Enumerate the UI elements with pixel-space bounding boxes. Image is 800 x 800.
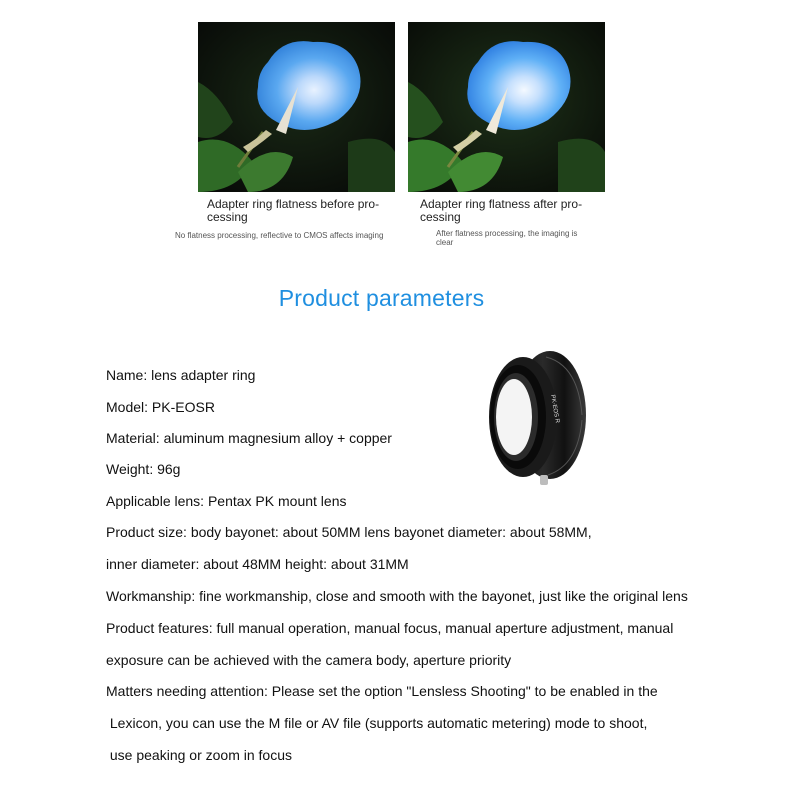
after-note-line1: After flatness processing, the imaging is [436,229,578,238]
spec-product-size-cont: inner diameter: about 48MM height: about 31MM [106,556,409,572]
after-note [436,229,601,247]
spec-workmanship: Workmanship: fine workmanship, close and smooth with the bayonet, just like the original lens [106,588,688,604]
after-processing-photo [408,22,605,192]
spec-attention: Matters needing attention: Please set the option "Lensless Shooting" to be enabled in the [106,683,658,699]
before-caption [207,198,407,224]
morning-glory-image-after [408,22,605,192]
product-parameters-title: Product parameters [278,285,485,311]
spec-name: Name: lens adapter ring [106,367,256,383]
release-pin [540,475,548,485]
spec-features-cont: exposure can be achieved with the camera body, aperture priority [106,652,512,668]
after-caption-line2: cessing [420,210,461,224]
spec-material: Material: aluminum magnesium alloy + copper [106,430,392,446]
spec-attention-cont2: use peaking or zoom in focus [106,747,292,763]
before-processing-photo [198,22,395,192]
before-note: No flatness processing, reflective to CMOS affects imaging [175,231,384,240]
morning-glory-image-before [198,22,395,192]
before-caption-line1: Adapter ring flatness before pro- [207,197,380,211]
spec-product-size: Product size: body bayonet: about 50MM lens bayonet diameter: about 58MM, [106,524,592,540]
spec-attention-cont1: Lexicon, you can use the M file or AV file (supports automatic metering) mode to shoot, [106,715,648,731]
adapter-ring-image [478,345,588,495]
ring-engraving: PK-EOS R [549,394,560,424]
before-caption-line2: cessing [207,210,248,224]
spec-model: Model: PK-EOSR [106,399,215,415]
after-caption-line1: Adapter ring flatness after pro- [420,197,583,211]
after-note-line2: clear [436,238,454,247]
spec-applicable-lens: Applicable lens: Pentax PK mount lens [106,493,347,509]
spec-weight: Weight: 96g [106,461,181,477]
adapter-ring-photo [478,345,588,495]
after-caption [420,198,590,224]
spec-features: Product features: full manual operation, manual focus, manual aperture adjustment, manual [106,620,674,636]
